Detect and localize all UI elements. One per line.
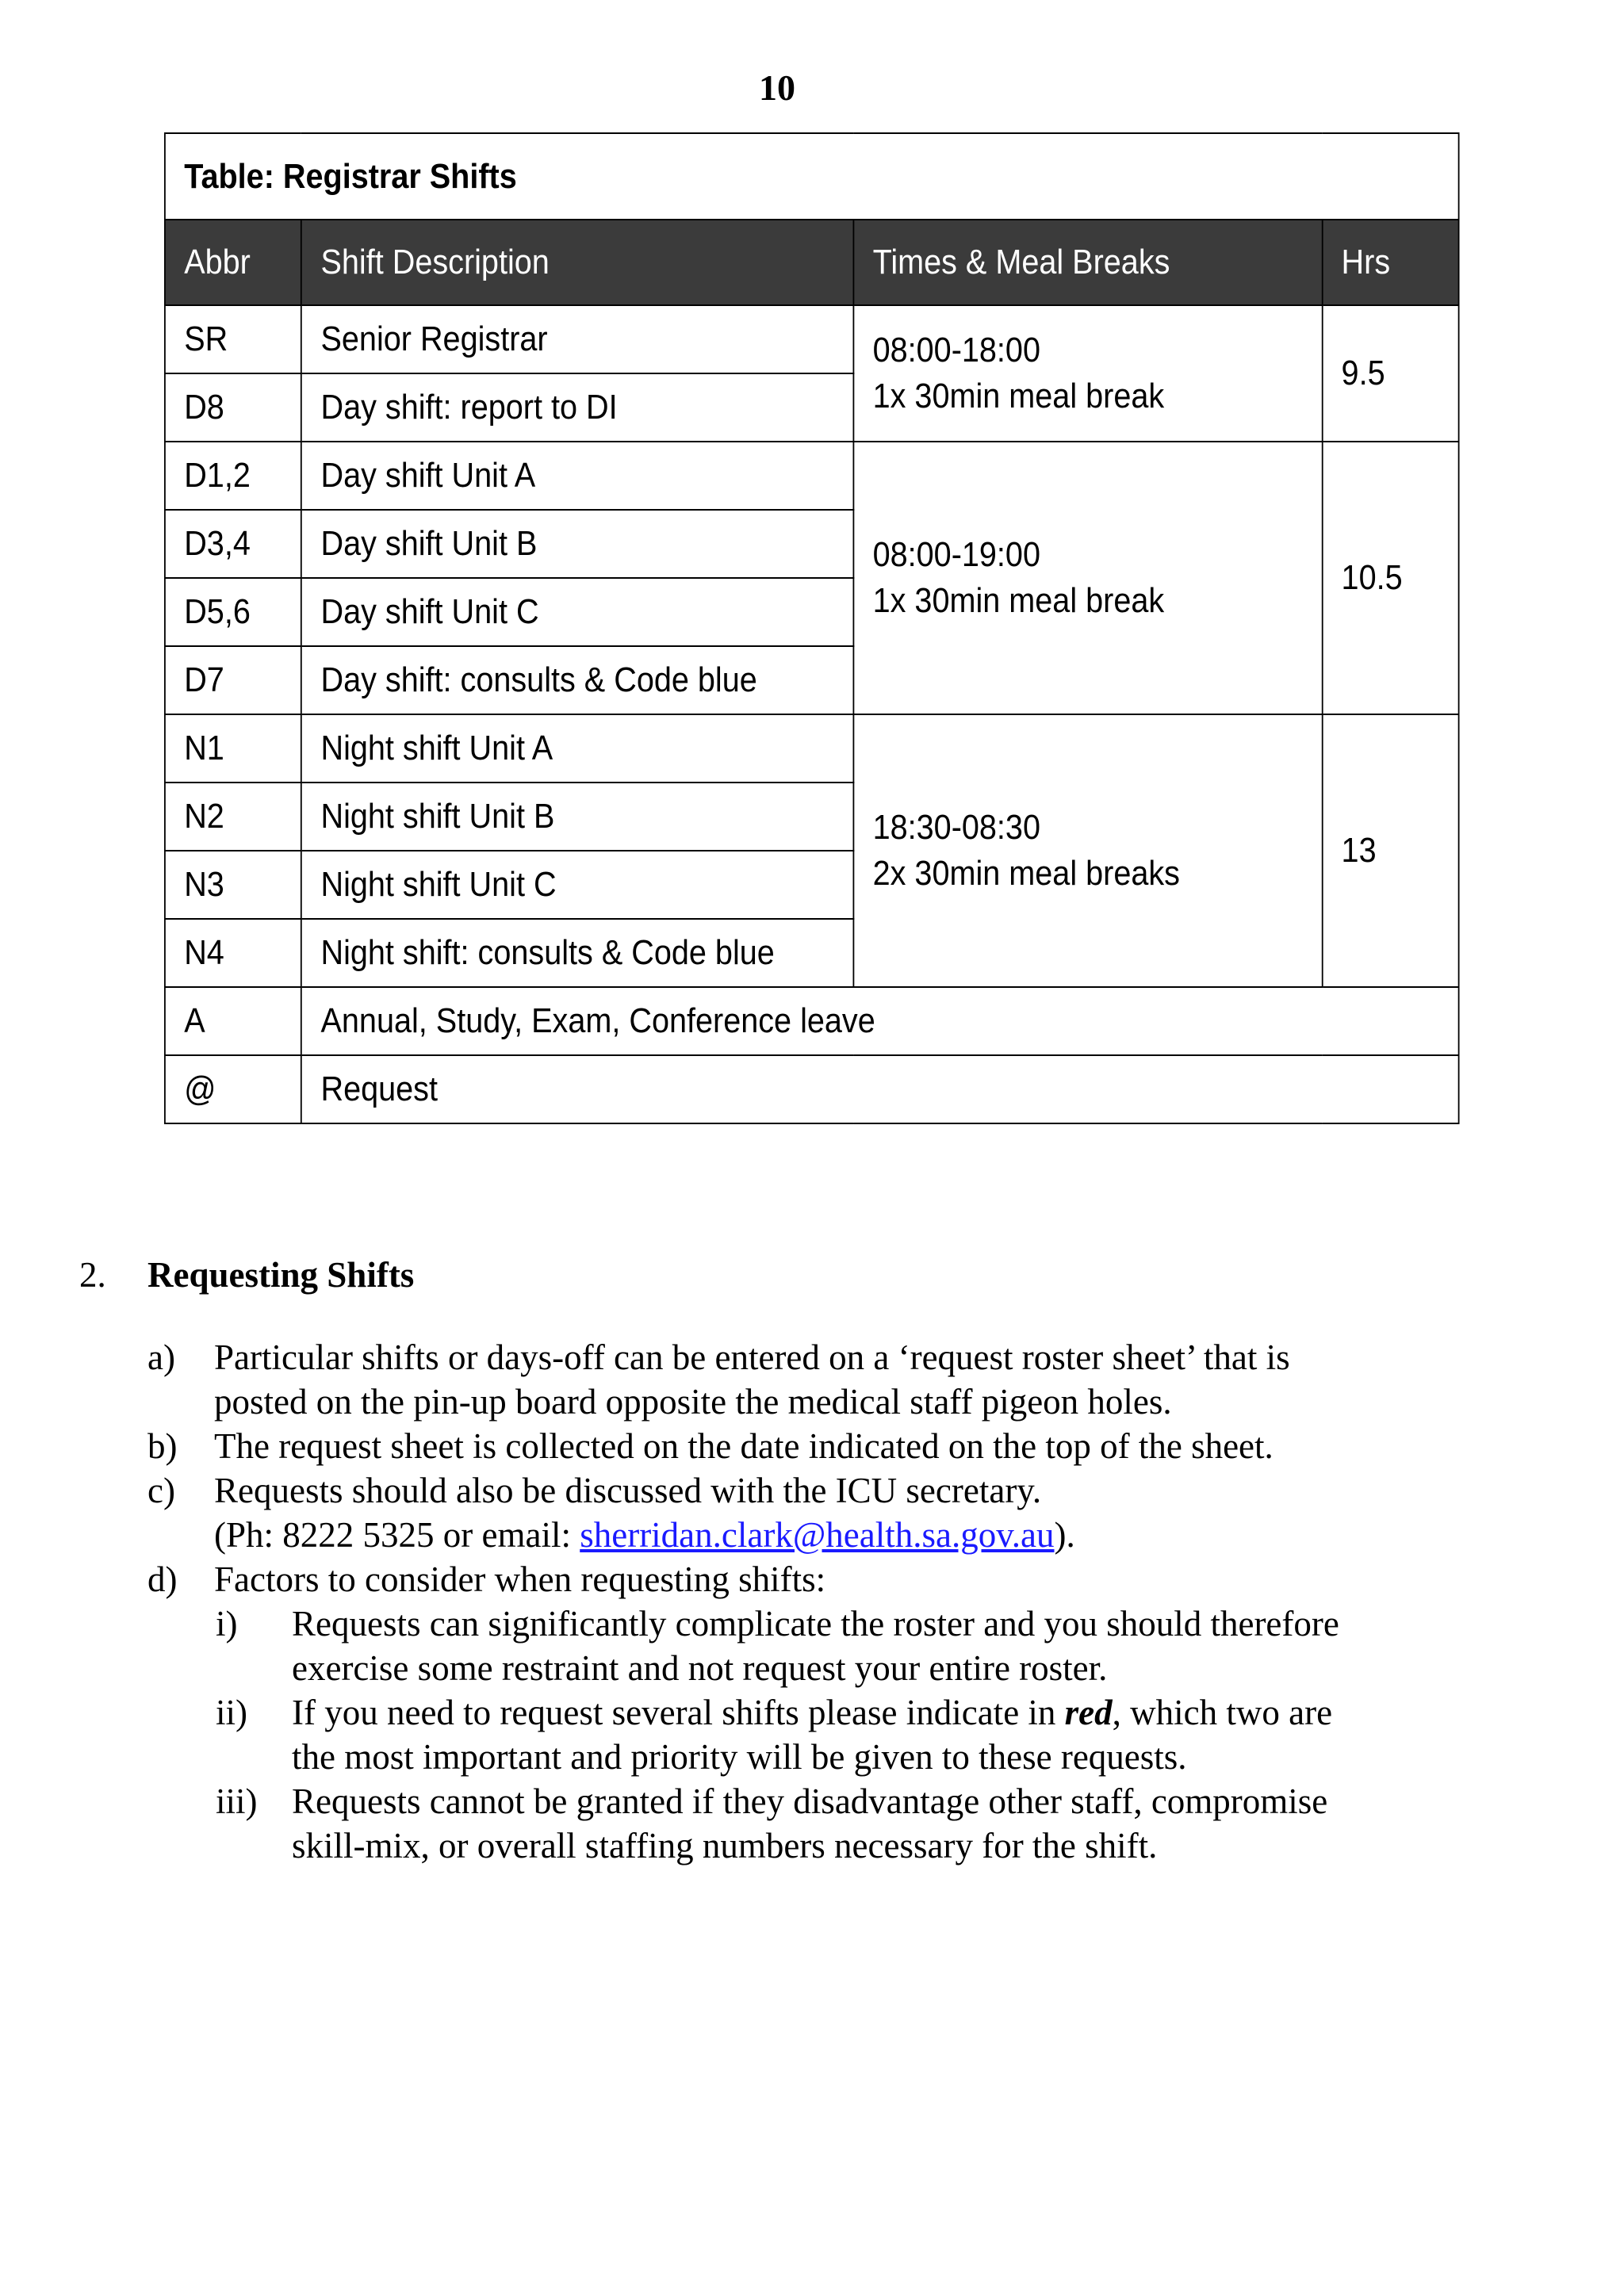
requesting-shifts-section bbox=[79, 1253, 1507, 1868]
list-item bbox=[79, 1424, 1507, 1468]
list-item bbox=[79, 1335, 1507, 1424]
description-cell: Day shift Unit B bbox=[301, 510, 853, 578]
sub-list-item bbox=[79, 1601, 1507, 1690]
header-hrs: Hrs bbox=[1322, 220, 1458, 305]
description-cell: Day shift: report to DI bbox=[301, 373, 853, 442]
list-marker: b) bbox=[147, 1426, 178, 1466]
table-row bbox=[165, 305, 1459, 373]
sub-list-item bbox=[79, 1779, 1507, 1868]
item-text: Factors to consider when requesting shifts: bbox=[214, 1559, 826, 1599]
description-cell: Day shift Unit C bbox=[301, 578, 853, 646]
header-shift-description: Shift Description bbox=[301, 220, 853, 305]
item-text-line bbox=[292, 1690, 1507, 1735]
header-abbr: Abbr bbox=[165, 220, 301, 305]
item-text: If you need to request several shifts please indicate in bbox=[292, 1693, 1065, 1732]
times-cell bbox=[853, 442, 1322, 714]
section-number: 2. bbox=[79, 1255, 106, 1295]
email-link[interactable]: sherridan.clark@health.sa.gov.au bbox=[580, 1515, 1055, 1555]
registrar-shifts-table bbox=[164, 132, 1460, 1124]
description-cell: Day shift Unit A bbox=[301, 442, 853, 510]
item-text: The request sheet is collected on the date indicated on the top of the sheet. bbox=[214, 1426, 1274, 1466]
abbr-cell: N3 bbox=[165, 851, 301, 919]
list-marker: i) bbox=[216, 1604, 238, 1644]
list-marker: ii) bbox=[216, 1693, 247, 1732]
abbr-cell: D5,6 bbox=[165, 578, 301, 646]
item-text: posted on the pin-up board opposite the medical staff pigeon holes. bbox=[214, 1382, 1172, 1422]
table-caption: Table: Registrar Shifts bbox=[165, 133, 1459, 220]
request-list bbox=[79, 1335, 1507, 1868]
abbr-cell: D1,2 bbox=[165, 442, 301, 510]
emphasis-red: red bbox=[1064, 1693, 1113, 1732]
abbr-cell: N1 bbox=[165, 714, 301, 783]
times-cell bbox=[853, 714, 1322, 987]
description-cell: Night shift Unit B bbox=[301, 783, 853, 851]
description-cell: Night shift: consults & Code blue bbox=[301, 919, 853, 987]
meal-break-value: 1x 30min meal break bbox=[872, 581, 1165, 620]
meal-break-value: 1x 30min meal break bbox=[872, 377, 1165, 415]
item-text: Requests can significantly complicate the roster and you should therefore bbox=[292, 1604, 1339, 1644]
phone-text: (Ph: 8222 5325 or email: bbox=[214, 1515, 580, 1555]
closing-text: ). bbox=[1054, 1515, 1075, 1555]
section-title: Requesting Shifts bbox=[147, 1255, 415, 1295]
item-text: the most important and priority will be given to these requests. bbox=[292, 1737, 1187, 1777]
list-item bbox=[79, 1557, 1507, 1601]
abbr-cell: A bbox=[165, 987, 301, 1055]
abbr-cell: SR bbox=[165, 305, 301, 373]
table-row bbox=[165, 442, 1459, 510]
item-text: Requests cannot be granted if they disadvantage other staff, compromise bbox=[292, 1781, 1328, 1821]
times-value: 18:30-08:30 bbox=[872, 808, 1040, 847]
description-cell: Night shift Unit C bbox=[301, 851, 853, 919]
hrs-cell: 9.5 bbox=[1322, 305, 1458, 442]
description-cell: Night shift Unit A bbox=[301, 714, 853, 783]
description-cell: Request bbox=[301, 1055, 1458, 1123]
item-text: skill-mix, or overall staffing numbers necessary for the shift. bbox=[292, 1826, 1158, 1866]
times-cell bbox=[853, 305, 1322, 442]
item-text: exercise some restraint and not request your entire roster. bbox=[292, 1648, 1108, 1688]
table-header-row bbox=[165, 220, 1459, 305]
table-row bbox=[165, 714, 1459, 783]
hrs-cell: 13 bbox=[1322, 714, 1458, 987]
page-number: 10 bbox=[759, 67, 795, 108]
abbr-cell: D7 bbox=[165, 646, 301, 714]
abbr-cell: N2 bbox=[165, 783, 301, 851]
description-cell: Senior Registrar bbox=[301, 305, 853, 373]
meal-break-value: 2x 30min meal breaks bbox=[872, 854, 1180, 893]
item-text: Particular shifts or days-off can be entered on a ‘request roster sheet’ that is bbox=[214, 1337, 1290, 1377]
abbr-cell: D3,4 bbox=[165, 510, 301, 578]
description-cell: Day shift: consults & Code blue bbox=[301, 646, 853, 714]
item-text: Requests should also be discussed with the ICU secretary. bbox=[214, 1471, 1042, 1510]
list-marker: c) bbox=[147, 1471, 175, 1510]
table-row bbox=[165, 1055, 1459, 1123]
section-heading bbox=[79, 1253, 1507, 1300]
times-value: 08:00-18:00 bbox=[872, 331, 1040, 369]
description-cell: Annual, Study, Exam, Conference leave bbox=[301, 987, 1458, 1055]
abbr-cell: D8 bbox=[165, 373, 301, 442]
times-value: 08:00-19:00 bbox=[872, 535, 1040, 574]
list-marker: d) bbox=[147, 1559, 178, 1599]
list-item bbox=[79, 1468, 1507, 1557]
hrs-cell: 10.5 bbox=[1322, 442, 1458, 714]
header-times-meal-breaks: Times & Meal Breaks bbox=[853, 220, 1322, 305]
contact-line bbox=[214, 1513, 1507, 1557]
table-row bbox=[165, 987, 1459, 1055]
list-marker: iii) bbox=[216, 1781, 258, 1821]
abbr-cell: N4 bbox=[165, 919, 301, 987]
sub-list-item bbox=[79, 1690, 1507, 1779]
item-text: , which two are bbox=[1112, 1693, 1333, 1732]
abbr-cell: @ bbox=[165, 1055, 301, 1123]
list-marker: a) bbox=[147, 1337, 175, 1377]
